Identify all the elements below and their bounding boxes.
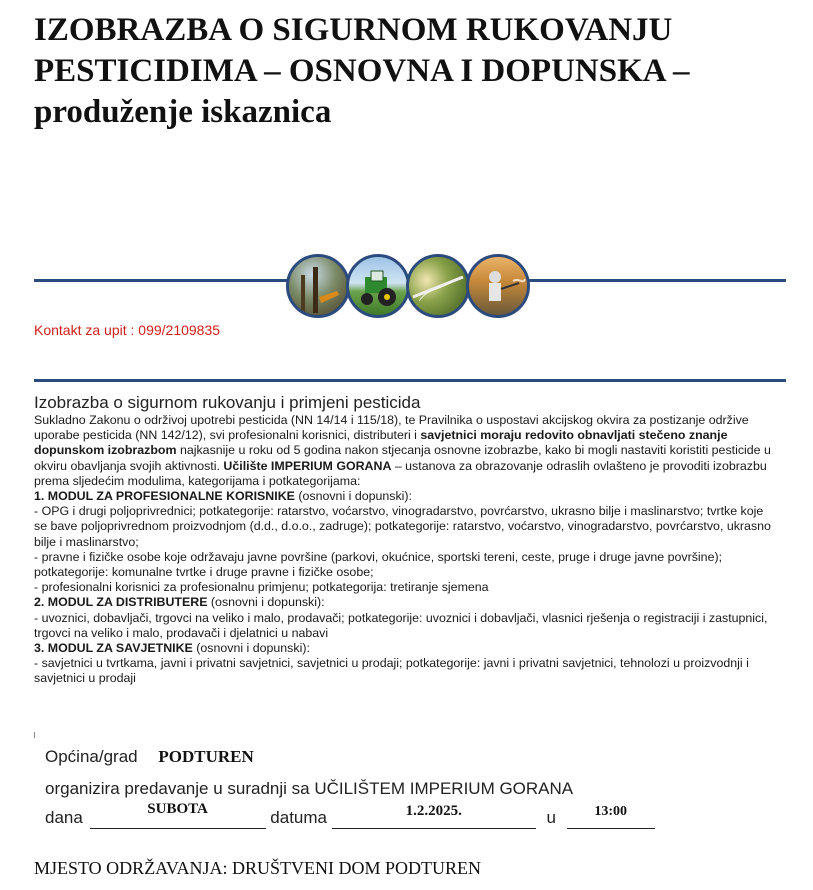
module-1-line-3: - profesionalni korisnici za profesionalnu primjenu; potkategorija: tretiranje sjemena <box>34 580 489 595</box>
institution-name: Učilište IMPERIUM GORANA <box>223 458 392 473</box>
time-field[interactable] <box>567 804 655 829</box>
module-1-heading <box>34 489 778 504</box>
municipality-label: Općina/grad <box>45 747 138 766</box>
date-row <box>45 801 655 829</box>
forestry-photo-icon <box>286 254 350 318</box>
photo-strip <box>286 254 542 324</box>
municipality-field[interactable]: PODTUREN <box>158 747 254 766</box>
date-field[interactable] <box>332 803 536 829</box>
module-1-line-2: - pravne i fizičke osobe koje održavaju javne površine (parkovi, okućnice, sportski tereni, ceste, pruge i druge javne površine); potkategorije: komunalne tvrtke i druge pravne i fizičke osobe; <box>34 549 723 580</box>
module-1-line-1: - OPG i drugi poljoprivrednici; potkategorije: ratarstvo, voćarstvo, vinogradarstvo, povrćarstvo, ukrasno bilje i maslinarstvo; tvrtke koje se bave poljoprivrednom proizvodnjom (d.d., d.o.o., zadruge); potkategorije: ratarstvo, voćarstvo, vinogradarstvo, povrćarstvo, ukrasno bilje i maslinarstvo; <box>34 504 771 549</box>
time-value: 13:00 <box>594 804 627 819</box>
sprayer-photo-icon <box>406 254 470 318</box>
module-2-note: (osnovni i dopunski): <box>207 595 325 610</box>
module-1-title: 1. MODUL ZA PROFESIONALNE KORISNIKE <box>34 489 295 504</box>
module-3-heading <box>34 641 778 656</box>
day-field[interactable] <box>90 801 266 829</box>
module-3-note: (osnovni i dopunski): <box>192 641 310 656</box>
spraying-worker-photo-icon <box>466 254 530 318</box>
date-label: datuma <box>270 808 327 827</box>
module-2-title: 2. MODUL ZA DISTRIBUTERE <box>34 595 208 610</box>
intro-text-2: najkasnije u roku od 5 godina nakon stjecanja osnovne izobrazbe, kako bi mogli nastaviti koristiti pesticide u okviru obavljanja svojih aktivnosti. <box>34 443 771 473</box>
organizes-text: organizira predavanje u suradnji sa UČILIŠTEM IMPERIUM GORANA <box>45 779 574 798</box>
time-label: u <box>546 808 556 827</box>
title-rest-part: produženje iskaznica <box>34 94 332 130</box>
intro-text-3: – ustanova za obrazovanje odraslih ovlašteno je provoditi izobrazbu prema sljedećim modulima, kategorijama i potkategorijama: <box>34 458 767 488</box>
section-divider <box>34 379 786 382</box>
module-2-line-1: - uvoznici, dobavljači, trgovci na veliko i malo, prodavači; potkategorije: uvoznici i dobavljači, vlasnici rješenja o registraciji i zastupnici, trgovci na veliko i malo, prodavači i djelatnici u nabavi <box>34 610 768 640</box>
day-label: dana <box>45 808 83 827</box>
intro-text-1: Sukladno Zakonu o održivoj upotrebi pesticida (NN 14/14 i 115/18), te Pravilnika o uspostavi akcijskog okvira za postizanje održive uporabe pesticida (NN 142/12), svi profesionalni korisnici, distributeri i <box>34 413 749 443</box>
module-1-note: (osnovni i dopunski): <box>294 489 413 504</box>
intro-paragraph <box>34 413 778 489</box>
municipality-row <box>45 747 254 767</box>
module-3-line-1: - savjetnici u tvrtkama, javni i privatni savjetnici, savjetnici u prodaji; potkategorije: javni i privatni savjetnici, tehnolozi u proizvodnji i savjetnici u prodaji <box>34 656 749 686</box>
tractor-photo-icon <box>346 254 410 318</box>
contact-info: Kontakt za upit : 099/2109835 <box>34 322 221 338</box>
page-title <box>34 10 794 133</box>
day-value: SUBOTA <box>147 801 208 817</box>
location-line: MJESTO ODRŽAVANJA: DRUŠTVENI DOM PODTUREN <box>34 858 482 878</box>
module-3-title: 3. MODUL ZA SAVJETNIKE <box>34 641 193 656</box>
info-heading: Izobrazba o sigurnom rukovanju i primjeni pesticida <box>34 393 421 412</box>
title-bold-part: IZOBRAZBA O SIGURNOM RUKOVANJU PESTICIDIMA – OSNOVNA I DOPUNSKA – <box>34 12 690 89</box>
info-box <box>34 393 778 705</box>
module-2-heading <box>34 595 778 610</box>
margin-mark <box>34 732 35 738</box>
date-value: 1.2.2025. <box>405 803 462 819</box>
intro-bold-text: savjetnici moraju redovito obnavljati stečeno znanje dopunskom izobrazbom <box>34 428 728 458</box>
organizes-row <box>45 779 573 799</box>
